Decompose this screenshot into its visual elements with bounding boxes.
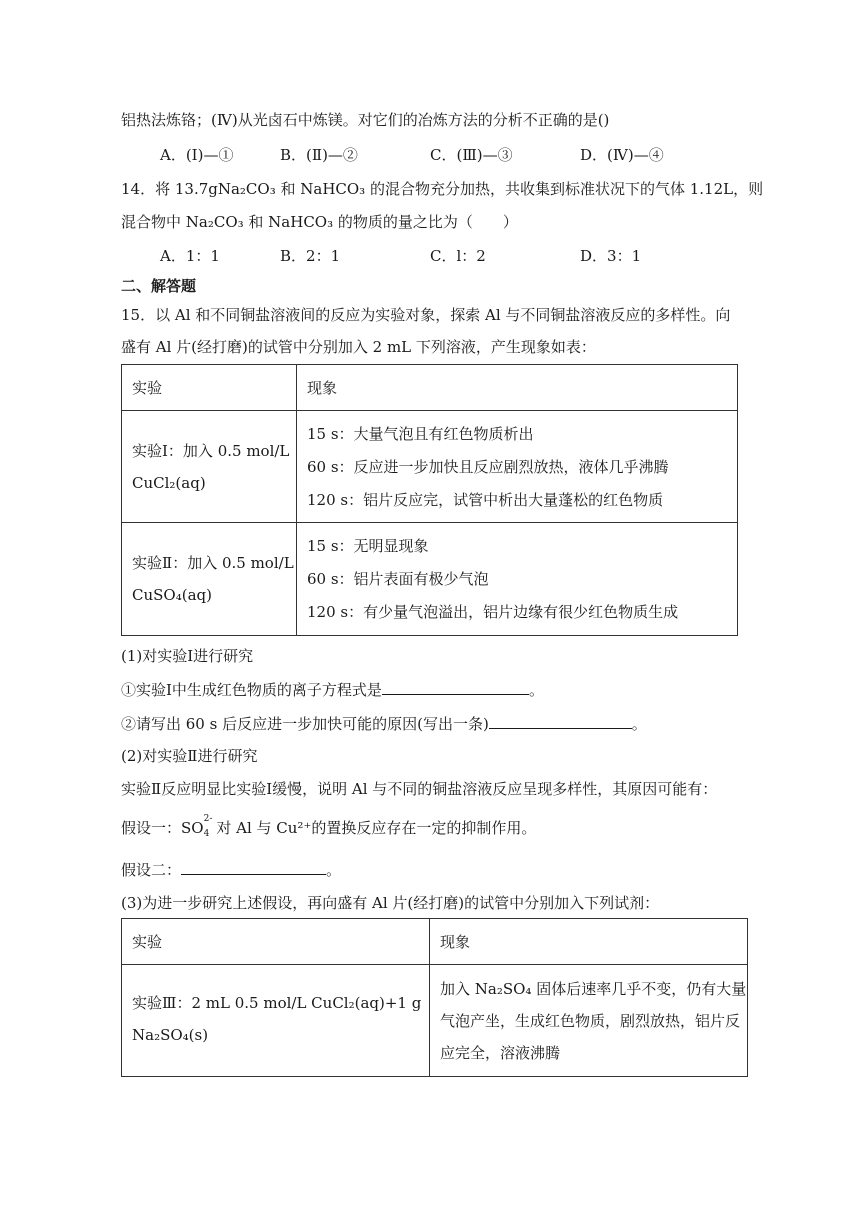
hyp2-prefix: 假设二： bbox=[121, 861, 182, 879]
table1-exp1-line1: 实验Ⅰ：加入 0.5 mol/L bbox=[132, 441, 290, 460]
table2-phen3-line2: 气泡产坐，生成红色物质，剧烈放热，铝片反 bbox=[440, 1011, 741, 1030]
table2-phen3-line1: 加入 Na₂SO₄ 固体后速率几乎不变，仍有大量 bbox=[440, 979, 747, 998]
q13-option-b: B．(Ⅱ)—② bbox=[280, 146, 358, 164]
q15-intro-line2: 盛有 Al 片(经打磨)的试管中分别加入 2 mL 下列溶液，产生现象如表： bbox=[121, 338, 596, 356]
table1-header-phen: 现象 bbox=[297, 365, 738, 411]
table2-exp3-cell bbox=[122, 965, 430, 1077]
table1-header-row bbox=[122, 365, 738, 411]
part1-q2-text: ②请写出 60 s 后反应进一步加快可能的原因(写出一条) bbox=[121, 715, 489, 733]
answer-blank-1[interactable] bbox=[382, 679, 529, 695]
hyp1-rest: 对 Al 与 Cu²⁺的置换反应存在一定的抑制作用。 bbox=[211, 819, 537, 837]
table1-row-exp1 bbox=[122, 411, 738, 523]
table1-exp2-line1: 实验Ⅱ：加入 0.5 mol/L bbox=[132, 554, 294, 572]
q14-stem-line1: 14．将 13.7gNa₂CO₃ 和 NaHCO₃ 的混合物充分加热，共收集到标准状况下的气体 1.12L，则 bbox=[121, 180, 764, 198]
part1-question2 bbox=[121, 713, 647, 734]
q14-stem-line2: 混合物中 Na₂CO₃ 和 NaHCO₃ 的物质的量之比为（ ） bbox=[121, 213, 518, 231]
q14-option-d: D．3：1 bbox=[580, 247, 642, 265]
part1-q1-text: ①实验Ⅰ中生成红色物质的离子方程式是 bbox=[121, 681, 382, 699]
hyp1-sub: 4 bbox=[203, 829, 210, 839]
table2-header-row bbox=[122, 919, 748, 965]
table1-phen2-line1: 15 s：无明显现象 bbox=[307, 537, 429, 555]
table1-phen1-line3: 120 s：铝片反应完，试管中析出大量蓬松的红色物质 bbox=[307, 490, 664, 509]
table2-phen3-line3: 应完全，溶液沸腾 bbox=[440, 1043, 561, 1062]
q15-intro-line1: 15．以 Al 和不同铜盐溶液间的反应为实验对象，探索 Al 与不同铜盐溶液反应的多样性。向 bbox=[121, 306, 731, 324]
period-1: 。 bbox=[528, 681, 544, 699]
answer-blank-3[interactable] bbox=[181, 859, 326, 875]
table1-phen2-line3: 120 s：有少量气泡溢出，铝片边缘有很少红色物质生成 bbox=[307, 603, 679, 621]
part3-title: (3)为进一步研究上述假设，再向盛有 Al 片(经打磨)的试管中分别加入下列试剂： bbox=[121, 894, 660, 912]
period-3: 。 bbox=[326, 861, 342, 879]
q14-option-b: B．2：1 bbox=[280, 247, 341, 265]
part1-question1 bbox=[121, 679, 544, 700]
table2-header-exp: 实验 bbox=[122, 919, 430, 965]
table1-exp2-line2: CuSO₄(aq) bbox=[132, 586, 212, 604]
table2-exp3-line2: Na₂SO₄(s) bbox=[132, 1026, 209, 1044]
period-2: 。 bbox=[631, 715, 647, 733]
table2-exp3-line1: 实验Ⅲ：2 mL 0.5 mol/L CuCl₂(aq)+1 g bbox=[132, 994, 422, 1012]
q13-option-d: D．(Ⅳ)—④ bbox=[580, 146, 664, 164]
q13-option-a: A．(Ⅰ)—① bbox=[160, 146, 234, 164]
table1-exp1-line2: CuCl₂(aq) bbox=[132, 473, 206, 492]
table1-exp1-cell bbox=[122, 411, 297, 523]
hyp1-sup: 2- bbox=[203, 814, 213, 824]
hypothesis-2 bbox=[121, 859, 341, 880]
experiment-table-1 bbox=[121, 364, 738, 636]
part1-title: (1)对实验Ⅰ进行研究 bbox=[121, 647, 254, 665]
hyp1-ion-charge bbox=[203, 814, 213, 839]
table1-exp2-cell bbox=[122, 523, 297, 636]
table2-phen3-cell bbox=[430, 965, 748, 1077]
table1-phen1-line1: 15 s：大量气泡且有红色物质析出 bbox=[307, 424, 534, 443]
part2-title: (2)对实验Ⅱ进行研究 bbox=[121, 747, 258, 765]
experiment-table-2 bbox=[121, 918, 748, 1077]
q13-stem-tail: 铝热法炼铬；(Ⅳ)从光卤石中炼镁。对它们的冶炼方法的分析不正确的是() bbox=[121, 111, 610, 129]
table2-header-phen: 现象 bbox=[430, 919, 748, 965]
table1-row-exp2 bbox=[122, 523, 738, 636]
hypothesis-1 bbox=[121, 814, 537, 839]
table1-phen1-line2: 60 s：反应进一步加快且反应剧烈放热，液体几乎沸腾 bbox=[307, 457, 669, 476]
answer-blank-2[interactable] bbox=[489, 713, 632, 729]
q14-option-c: C．l：2 bbox=[430, 247, 486, 265]
table2-row-exp3 bbox=[122, 965, 748, 1077]
section-title: 二、解答题 bbox=[121, 277, 197, 295]
hyp1-prefix: 假设一： bbox=[121, 819, 182, 837]
part2-text: 实验Ⅱ反应明显比实验Ⅰ缓慢，说明 Al 与不同的铜盐溶液反应呈现多样性，其原因可能有： bbox=[121, 780, 718, 798]
table1-header-exp: 实验 bbox=[122, 365, 297, 411]
hyp1-ion: SO bbox=[181, 819, 204, 837]
table1-phen1-cell bbox=[297, 411, 738, 523]
table1-phen2-cell bbox=[297, 523, 738, 636]
table1-phen2-line2: 60 s：铝片表面有极少气泡 bbox=[307, 570, 489, 588]
q14-option-a: A．1：1 bbox=[160, 247, 220, 265]
q13-option-c: C．(Ⅲ)—③ bbox=[430, 146, 513, 164]
